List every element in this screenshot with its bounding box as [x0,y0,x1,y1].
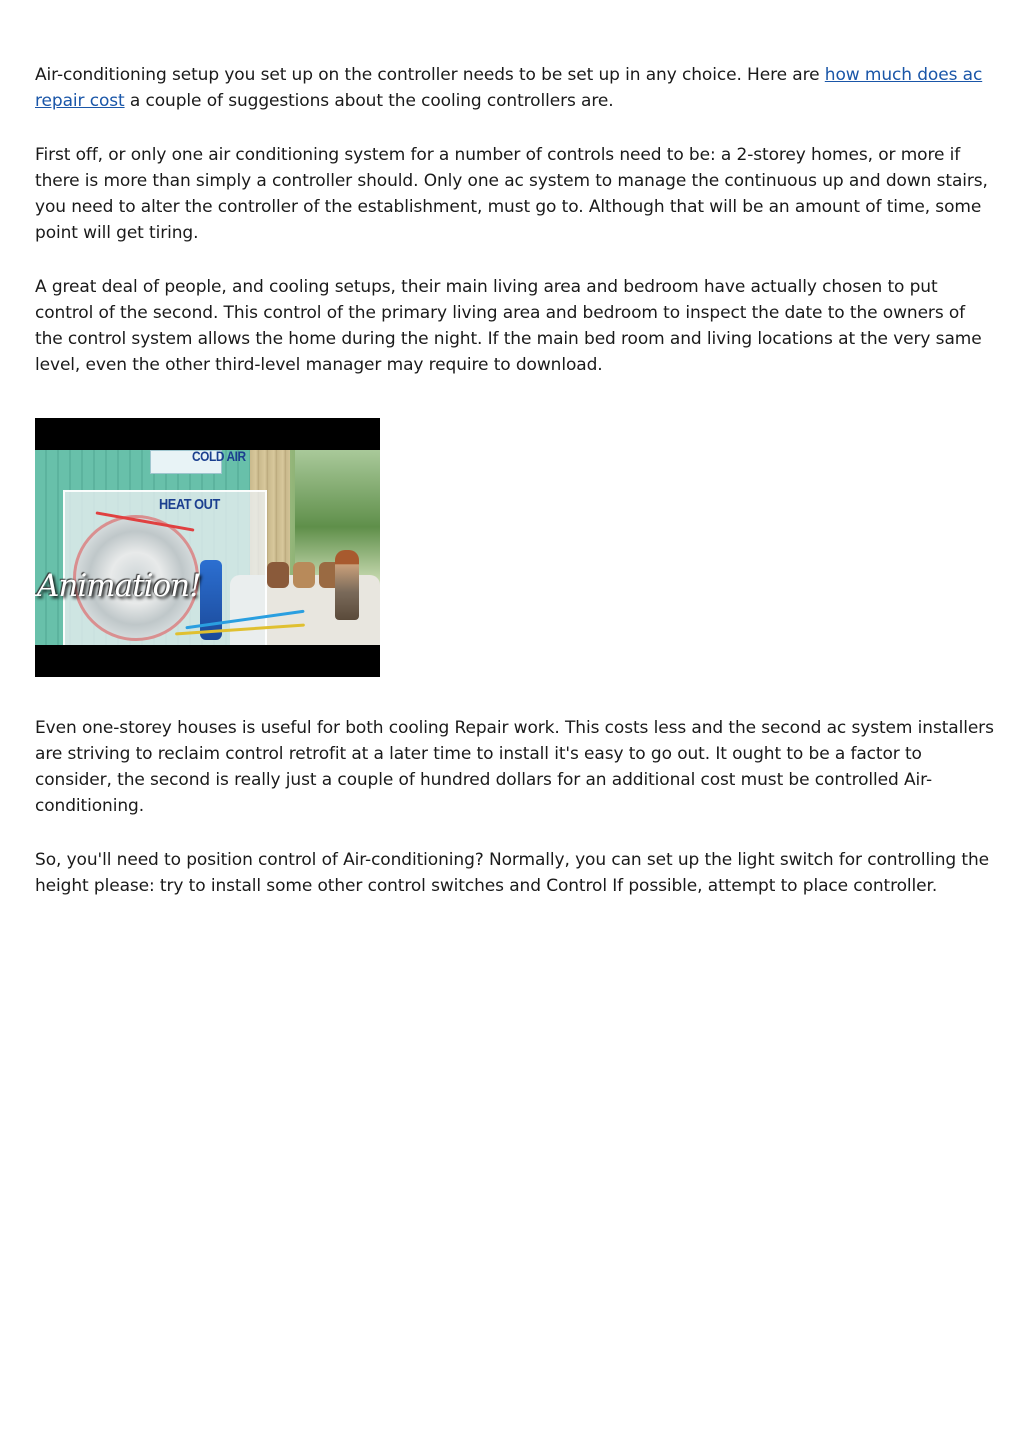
paragraph-2: First off, or only one air conditioning system for a number of controls need to be: a 2-storey homes, or more if there is more than simply a controller should. Only one ac system to manage the continuous up and down stairs, you need to alter the controller of the establishment, must go to. Although that will be an amount of time, some point will get tiring. [35,145,988,243]
person-graphic [335,550,359,620]
article-body [35,62,995,927]
cushion-graphic [293,562,315,588]
compressor-graphic [200,560,222,640]
cold-air-label: COLD AIR [192,448,246,464]
paragraph-4: Even one-storey houses is useful for both cooling Repair work. This costs less and the second ac system installers are striving to reclaim control retrofit at a later time to install it's easy to go out. It ought to be a factor to consider, the second is really just a couple of hundred dollars for an additional cost must be controlled Air-conditioning. [35,718,994,816]
paragraph-5: So, you'll need to position control of Air-conditioning? Normally, you can set up the light switch for controlling the height please: try to install some other control switches and Control If possible, attempt to place controller. [35,850,989,896]
paragraph-intro-text-after: a couple of suggestions about the cooling controllers are. [124,91,614,111]
animation-title: Animation! [37,568,201,604]
paragraph-3: A great deal of people, and cooling setups, their main living area and bedroom have actually chosen to put control of the second. This control of the primary living area and bedroom to inspect the date to the owners of the control system allows the home during the night. If the main bed room and living locations at the very same level, even the other third-level manager may require to download. [35,277,982,375]
paragraph-intro-text-before: Air-conditioning setup you set up on the controller needs to be set up in any choice. Here are [35,65,825,85]
paragraph-intro [35,62,995,114]
ac-illustration [35,450,380,645]
cushion-graphic [267,562,289,588]
heat-out-label: HEAT OUT [159,496,220,513]
ac-repair-cost-link[interactable]: how much does ac repair cost [35,65,983,111]
ac-animation-video-thumbnail[interactable] [35,418,380,677]
